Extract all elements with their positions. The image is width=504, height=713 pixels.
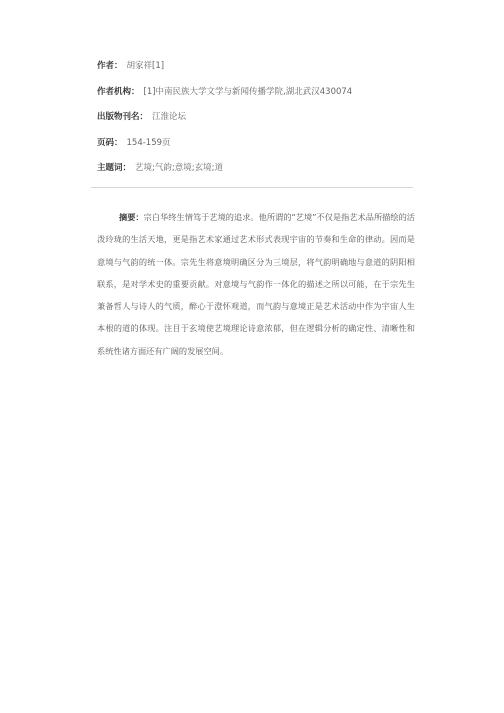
abstract-label: 摘要： xyxy=(119,212,144,222)
journal-value[interactable]: 江淮论坛 xyxy=(152,112,187,122)
article-metadata xyxy=(97,60,417,188)
institution-label: 作者机构： xyxy=(97,86,140,97)
author-label: 作者： xyxy=(97,61,123,71)
keywords-row xyxy=(97,162,417,174)
pages-row xyxy=(97,137,417,149)
institution-row xyxy=(97,86,417,98)
keywords-value[interactable]: 艺境;气韵;意境;玄境;道 xyxy=(135,163,223,173)
author-row xyxy=(97,60,417,72)
section-divider xyxy=(91,187,413,188)
author-value[interactable]: 胡家祥[1] xyxy=(126,61,165,71)
abstract-text: 宗白华终生情笃于艺境的追求。他所谓的“艺境”不仅是指艺术品所描绘的活泼玲珑的生活天地，更是指艺术家通过艺术形式表现宇宙的节奏和生命的律动。因而是意境与气韵的统一体。宗先生将意境明确区分为三境层，将气韵明确地与意道的阴阳相联系，是对学术史的重要贡献。对意境与气韵作一体化的描述之所以可能，在于宗先生兼备哲人与诗人的气质，醉心于澄怀观道，而气韵与意境正是艺术活动中作为宇宙人生本根的道的体现。注目于玄境使艺境理论诗意浓郁，但在逻辑分析的确定性、清晰性和系统性诸方面还有广阔的发展空间。 xyxy=(97,212,415,356)
journal-label: 出版物刊名： xyxy=(97,112,149,122)
journal-row xyxy=(97,111,417,123)
institution-value: [1]中南民族大学文学与新闻传播学院,湖北武汉430074 xyxy=(143,86,353,97)
pages-value: 154-159页 xyxy=(126,137,171,148)
abstract-paragraph xyxy=(97,206,415,362)
keywords-label: 主题词： xyxy=(97,163,132,173)
pages-label: 页码： xyxy=(97,137,123,148)
